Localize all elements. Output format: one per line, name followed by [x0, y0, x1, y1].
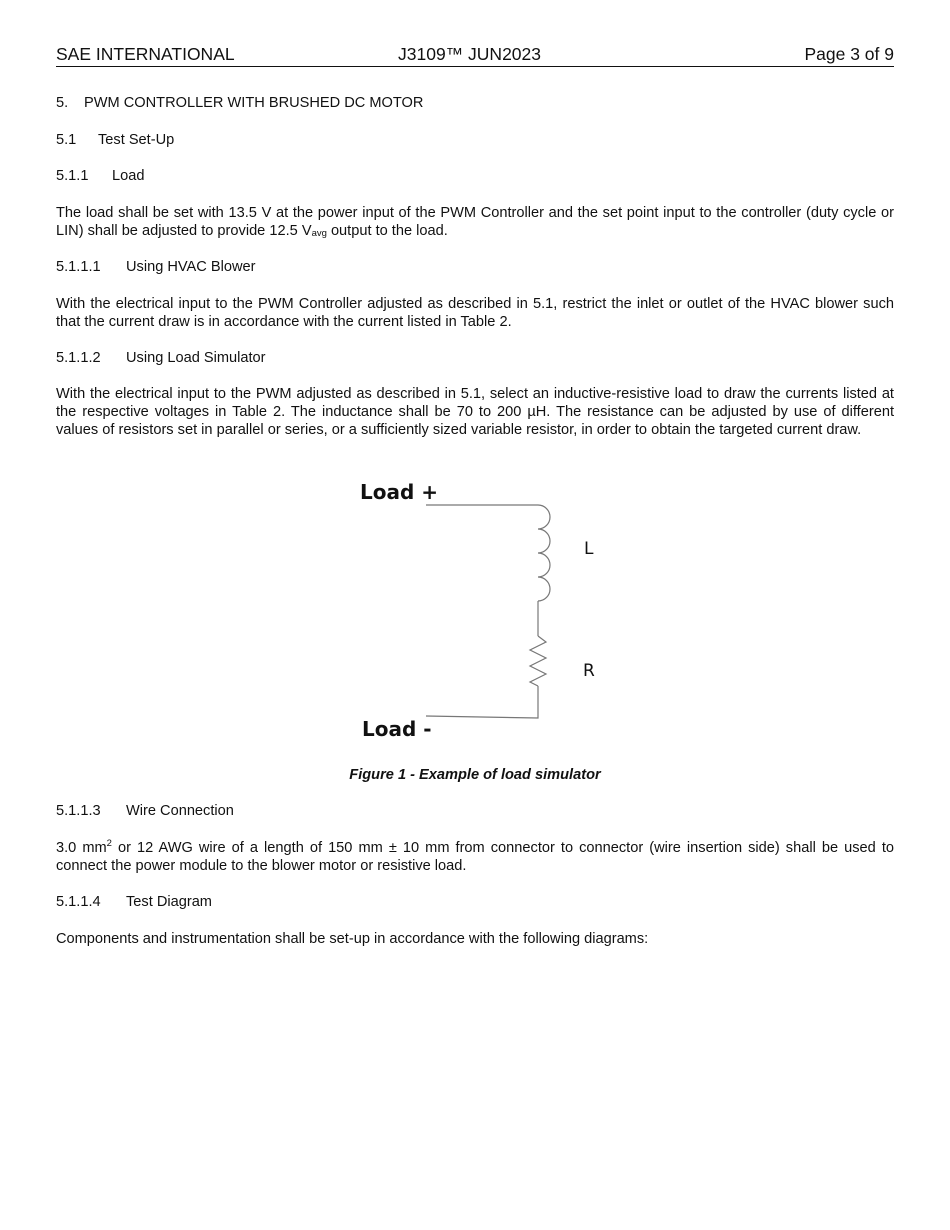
section-heading-5-1 [56, 131, 894, 149]
paragraph-load: The load shall be set with 13.5 V at the power input of the PWM Controller and the set point input to the controller (duty cycle or LIN) shall be adjusted to provide 12.5 Vavg output to the load. [56, 205, 894, 239]
section-heading-5-1-1 [56, 167, 894, 185]
header-org: SAE INTERNATIONAL [56, 44, 235, 64]
superscript-squared: 2 [106, 838, 112, 849]
subscript-avg: avg [311, 228, 327, 239]
paragraph-wire-connection: 3.0 $mm^2$ or 12 AWG wire of a length of 150 mm ± 10 mm from connector to connector (wire insertion side) shall be used to connect the power module to the blower motor or resistive load. [56, 838, 894, 874]
inductor-label: L [584, 539, 594, 559]
section-number: 5. [56, 95, 69, 111]
header-page-number: Page 3 of 9 [804, 44, 894, 64]
section-number: 5.1.1.1 [56, 259, 101, 275]
circuit-diagram [56, 472, 894, 752]
section-number: 5.1.1.2 [56, 350, 101, 366]
section-title: Using HVAC Blower [126, 259, 256, 275]
wire-bottom [426, 686, 538, 718]
header-doc-id: J3109™ JUN2023 [398, 44, 541, 64]
section-title: Using Load Simulator [126, 350, 266, 366]
load-minus-label: Load - [362, 717, 432, 741]
section-number: 5.1.1.3 [56, 803, 101, 819]
section-title: Wire Connection [126, 803, 234, 819]
inductor-coil-symbol [538, 505, 550, 601]
section-title: Test Set-Up [98, 132, 175, 148]
paragraph-load-simulator: With the electrical input to the PWM adjusted as described in 5.1, select an inductive-resistive load to draw the currents listed at the respective voltages in Table 2. The inductance shall be 70 to 200 µH. The resistance can be adjusted by use of different values of resistors set in parallel or series, or a sufficiently sized variable resistor, in order to obtain the targeted current draw. [56, 386, 894, 438]
section-heading-5 [56, 94, 894, 112]
section-title: Load [112, 168, 145, 184]
paragraph-test-diagram: Components and instrumentation shall be set-up in accordance with the following diagrams: [56, 931, 649, 947]
figure-caption: Figure 1 - Example of load simulator [349, 767, 601, 783]
section-number: 5.1.1.4 [56, 894, 101, 910]
paragraph-hvac-blower: With the electrical input to the PWM Controller adjusted as described in 5.1, restrict the inlet or outlet of the HVAC blower such that the current draw is in accordance with the current listed in Table 2. [56, 296, 894, 330]
resistor-zigzag-symbol [530, 636, 546, 686]
section-heading-5-1-1-1 [56, 258, 894, 276]
section-heading-5-1-1-4 [56, 893, 894, 911]
section-title: Test Diagram [126, 894, 212, 910]
load-plus-label: Load + [360, 480, 439, 504]
page-header [56, 44, 894, 67]
section-number: 5.1.1 [56, 168, 89, 184]
section-heading-5-1-1-2 [56, 349, 894, 367]
resistor-label: R [583, 661, 595, 681]
section-number: 5.1 [56, 132, 77, 148]
section-title: PWM CONTROLLER WITH BRUSHED DC MOTOR [84, 95, 424, 111]
figure-load-simulator [56, 472, 894, 752]
section-heading-5-1-1-3 [56, 802, 894, 820]
